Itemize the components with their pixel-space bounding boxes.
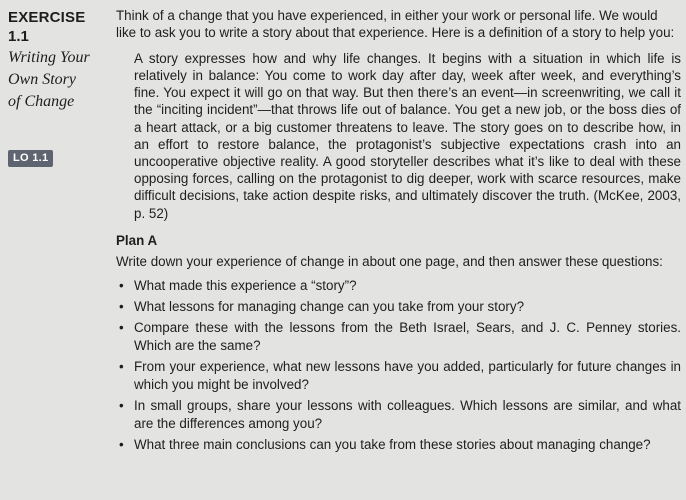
exercise-number: 1.1 (8, 28, 29, 45)
question-text: In small groups, share your lessons with colleagues. Which lessons are similar, and what are the differences among you? (134, 398, 681, 431)
bullet-icon: • (119, 320, 124, 336)
plan-instructions: Write down your experience of change in about one page, and then answer these questions: (116, 254, 663, 270)
exercise-label: EXERCISE (8, 9, 86, 26)
question-text: What made this experience a “story”? (134, 277, 357, 293)
list-item (116, 319, 681, 354)
question-text: What three main conclusions can you take from these stories about managing change? (134, 436, 651, 452)
question-text: From your experience, what new lessons have you added, particularly for future changes in which you might be involved? (134, 359, 681, 392)
question-text: What lessons for managing change can you take from your story? (134, 299, 525, 315)
bullet-icon: • (119, 436, 124, 452)
list-item (116, 298, 681, 315)
bullet-icon: • (119, 299, 124, 315)
story-definition-quote: A story expresses how and why life changes. It begins with a situation in which life is relatively in balance: You come to work day after day, week after week, and everything’s fine. You expect it will go on that way. But then there’s an event—in screenwriting, we call it the “inciting incident”—that throws life out of balance. You get a new job, or the boss dies of a heart attack, or a big customer threatens to leave. The story goes on to describe how, in an effort to restore balance, the protagonist’s subjective expectations crash into an uncooperative objective reality. A good storyteller describes what it’s like to deal with these opposing forces, calling on the protagonist to dig deeper, work with scarce resources, make difficult decisions, take action despite risks, and ultimately discover the truth. (McKee, 2003, p. 52) (134, 50, 681, 221)
bullet-icon: • (119, 398, 124, 414)
exercise-sidebar (8, 8, 108, 164)
exercise-title (8, 47, 104, 113)
plan-heading: Plan A (116, 232, 158, 248)
list-item (116, 358, 681, 393)
bullet-icon: • (119, 277, 124, 293)
exercise-title-line: Writing Your (8, 49, 90, 66)
exercise-title-line: of Change (8, 93, 75, 110)
list-item (116, 277, 681, 294)
bullet-icon: • (119, 359, 124, 375)
list-item (116, 436, 681, 453)
exercise-title-line: Own Story (8, 71, 76, 88)
exercise-content (116, 7, 681, 457)
learning-objective-badge: LO 1.1 (8, 150, 53, 167)
list-item (116, 397, 681, 432)
intro-paragraph: Think of a change that you have experienced, in either your work or personal life. We would like to ask you to write a story about that experience. Here is a definition of a story to help you: (116, 8, 675, 41)
question-text: Compare these with the lessons from the Beth Israel, Sears, and J. C. Penney stories. Which are the same? (134, 320, 681, 353)
question-list (116, 277, 681, 454)
